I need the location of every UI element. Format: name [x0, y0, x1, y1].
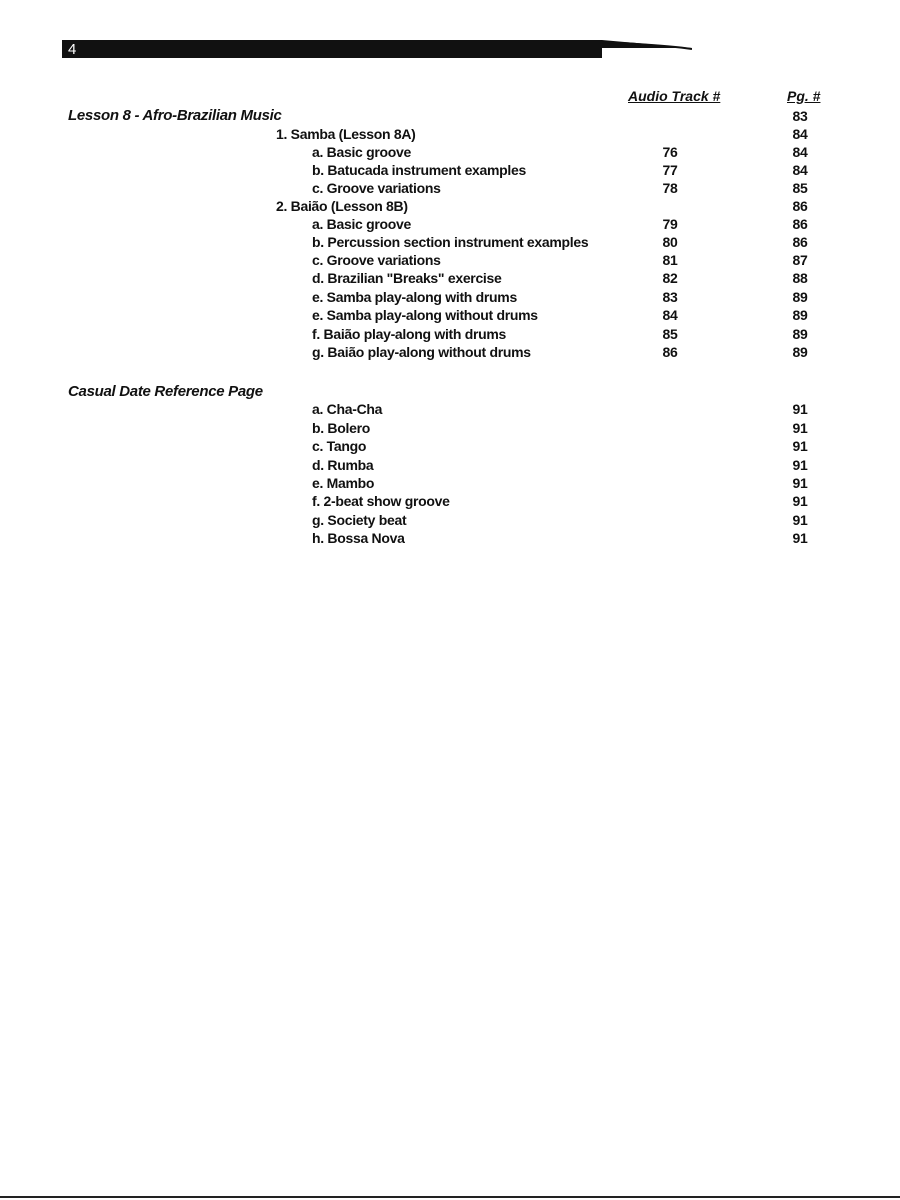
item-label: e. Samba play-along with drums [312, 289, 517, 305]
item-label: a. Basic groove [312, 144, 411, 160]
toc-item[interactable] [0, 251, 900, 269]
item-label: b. Bolero [312, 420, 370, 436]
track-number: 83 [662, 289, 678, 305]
item-label: e. Mambo [312, 475, 375, 491]
toc-item[interactable] [0, 456, 900, 474]
track-number: 77 [662, 162, 678, 178]
toc-item[interactable] [0, 529, 900, 547]
item-label: c. Tango [312, 438, 367, 454]
toc-item[interactable] [0, 161, 900, 179]
toc-item[interactable] [0, 419, 900, 437]
toc-item[interactable] [0, 343, 900, 361]
page-ref: 87 [792, 252, 808, 268]
track-number: 81 [662, 252, 678, 268]
toc-item[interactable] [0, 474, 900, 492]
item-label: a. Basic groove [312, 216, 411, 232]
item-label: f. 2-beat show groove [312, 493, 450, 509]
page-ref: 85 [792, 180, 808, 196]
page-ref: 89 [792, 289, 808, 305]
toc-section[interactable] [0, 107, 900, 125]
track-number: 86 [662, 344, 678, 360]
track-number: 82 [662, 270, 678, 286]
item-label: b. Batucada instrument examples [312, 162, 526, 178]
page-ref: 91 [792, 530, 808, 546]
subsection-title: 2. Baião (Lesson 8B) [276, 198, 408, 214]
page-ref: 88 [792, 270, 808, 286]
page-ref: 91 [792, 512, 808, 528]
item-label: e. Samba play-along without drums [312, 307, 538, 323]
toc-item[interactable] [0, 492, 900, 510]
toc-subsection[interactable] [0, 197, 900, 215]
toc-item[interactable] [0, 306, 900, 324]
toc-item[interactable] [0, 400, 900, 418]
page-ref: 83 [792, 108, 808, 124]
track-number: 76 [662, 144, 678, 160]
page-ref: 86 [792, 234, 808, 250]
page-ref: 91 [792, 401, 808, 417]
header-swoosh [62, 40, 692, 60]
section-title: Lesson 8 - Afro-Brazilian Music [68, 107, 282, 124]
track-number: 80 [662, 234, 678, 250]
item-label: d. Rumba [312, 457, 374, 473]
page-ref: 91 [792, 438, 808, 454]
toc-item[interactable] [0, 511, 900, 529]
page-ref: 84 [792, 126, 808, 142]
page-ref: 86 [792, 216, 808, 232]
subsection-title: 1. Samba (Lesson 8A) [276, 126, 416, 142]
toc-subsection[interactable] [0, 125, 900, 143]
header-bar [62, 40, 692, 60]
page-ref: 86 [792, 198, 808, 214]
track-number: 78 [662, 180, 678, 196]
section-title: Casual Date Reference Page [68, 383, 263, 400]
toc-item[interactable] [0, 288, 900, 306]
toc-item[interactable] [0, 437, 900, 455]
track-number: 84 [662, 307, 678, 323]
item-label: b. Percussion section instrument examples [312, 234, 589, 250]
page-number: 4 [68, 41, 77, 58]
toc-section[interactable] [0, 383, 900, 401]
item-label: g. Baião play-along without drums [312, 344, 531, 360]
toc-item[interactable] [0, 269, 900, 287]
page-ref: 89 [792, 307, 808, 323]
item-label: c. Groove variations [312, 180, 441, 196]
page-ref: 91 [792, 475, 808, 491]
toc-item[interactable] [0, 179, 900, 197]
toc-item[interactable] [0, 325, 900, 343]
page-ref: 91 [792, 420, 808, 436]
page-ref: 84 [792, 162, 808, 178]
toc-item[interactable] [0, 233, 900, 251]
item-label: f. Baião play-along with drums [312, 326, 507, 342]
toc-item[interactable] [0, 143, 900, 161]
column-header-page: Pg. # [787, 88, 821, 104]
track-number: 85 [662, 326, 678, 342]
item-label: d. Brazilian "Breaks" exercise [312, 270, 502, 286]
item-label: c. Groove variations [312, 252, 441, 268]
item-label: h. Bossa Nova [312, 530, 405, 546]
toc-item[interactable] [0, 215, 900, 233]
page-ref: 91 [792, 457, 808, 473]
page-bottom-edge [0, 1196, 900, 1198]
column-header-audio-track: Audio Track # [628, 88, 721, 104]
page-ref: 84 [792, 144, 808, 160]
page-ref: 91 [792, 493, 808, 509]
page-ref: 89 [792, 344, 808, 360]
item-label: a. Cha-Cha [312, 401, 383, 417]
track-number: 79 [662, 216, 678, 232]
page-ref: 89 [792, 326, 808, 342]
item-label: g. Society beat [312, 512, 407, 528]
